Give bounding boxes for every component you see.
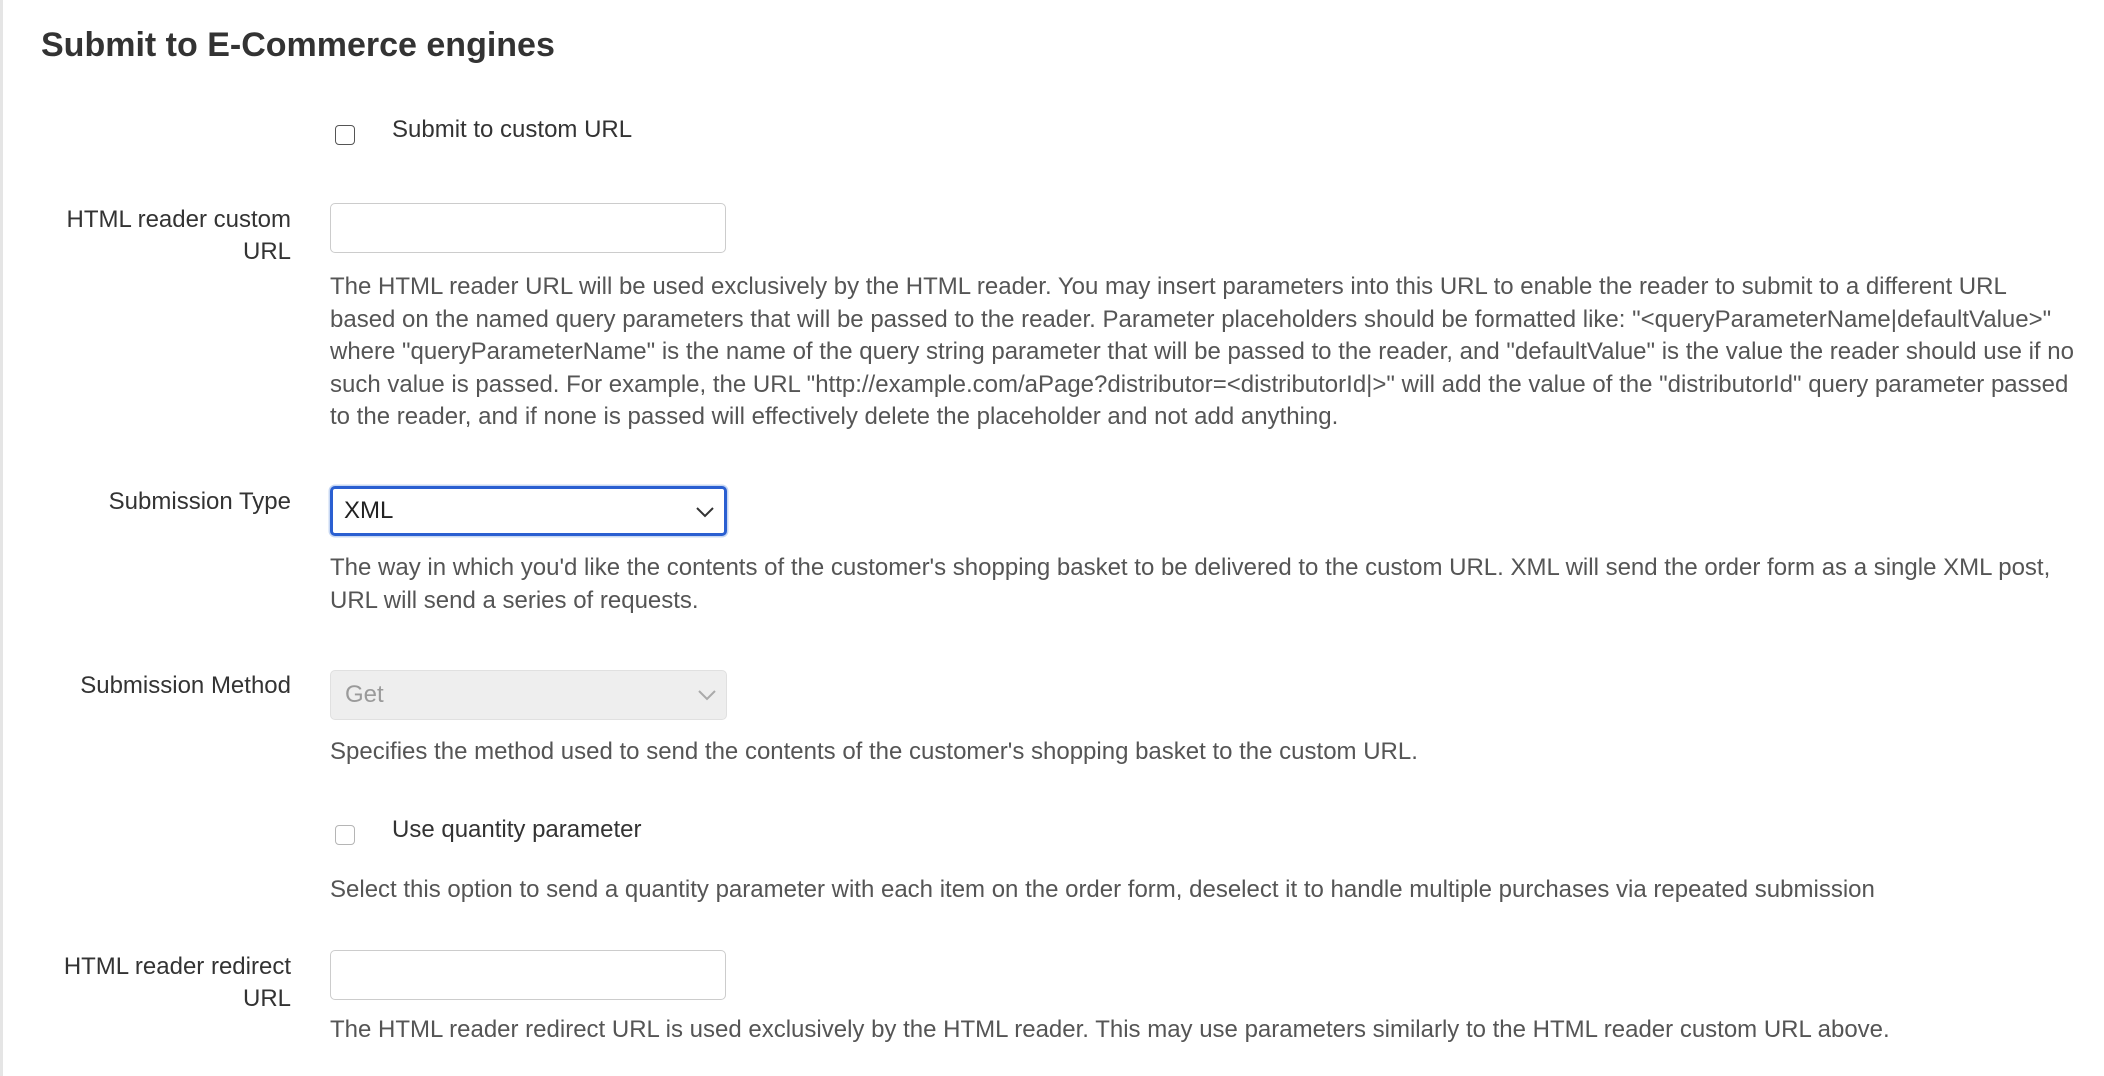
submission-method-select[interactable]: [330, 670, 727, 720]
submission-method-value: Get: [345, 681, 384, 708]
section-title: Submit to E-Commerce engines: [41, 26, 555, 64]
use-quantity-parameter-label[interactable]: Use quantity parameter: [392, 816, 642, 843]
submission-type-select[interactable]: [330, 486, 727, 536]
use-quantity-parameter-checkbox[interactable]: [335, 825, 355, 845]
chevron-down-icon: [694, 501, 716, 523]
html-reader-redirect-url-label: HTML reader redirect URL: [63, 953, 291, 1012]
submission-type-label: Submission Type: [108, 488, 291, 515]
html-reader-redirect-url-help: The HTML reader redirect URL is used exclusively by the HTML reader. This may use parameters similarly to the HTML reader custom URL above.: [330, 1016, 1890, 1043]
submission-method-label: Submission Method: [80, 672, 291, 699]
submit-custom-url-checkbox[interactable]: [335, 125, 355, 145]
submit-custom-url-label[interactable]: Submit to custom URL: [392, 116, 633, 143]
chevron-down-icon: [696, 684, 718, 706]
submission-method-help: Specifies the method used to send the contents of the customer's shopping basket to the custom URL.: [330, 738, 1418, 765]
submission-type-value: XML: [344, 497, 394, 524]
html-reader-redirect-url-input[interactable]: [330, 950, 726, 1000]
html-reader-custom-url-label: HTML reader custom URL: [66, 206, 291, 265]
use-quantity-parameter-help: Select this option to send a quantity parameter with each item on the order form, deselect it to handle multiple purchases via repeated submission: [330, 876, 1875, 903]
submission-type-help: The way in which you'd like the contents of the customer's shopping basket to be delivered to the custom URL. XML will send the order form as a single XML post, URL will send a series of requests.: [330, 554, 2051, 614]
html-reader-custom-url-help: The HTML reader URL will be used exclusively by the HTML reader. You may insert parameters into this URL to enable the reader to submit to a different URL based on the named query parameters that will be passed to the reader. Parameter placeholders should be formatted like: "<queryParameterName|defaultValue>" where "queryParameterName" is the name of the query string parameter that will be passed to the reader, and "defaultValue" is the value the reader should use if no such value is passed. For example, the URL "http://example.com/aPage?distributor=<distributorId|>" will add the value of the "distributorId" query parameter passed to the reader, and if none is passed will effectively delete the placeholder and not add anything.: [330, 273, 2074, 430]
html-reader-custom-url-input[interactable]: [330, 203, 726, 253]
